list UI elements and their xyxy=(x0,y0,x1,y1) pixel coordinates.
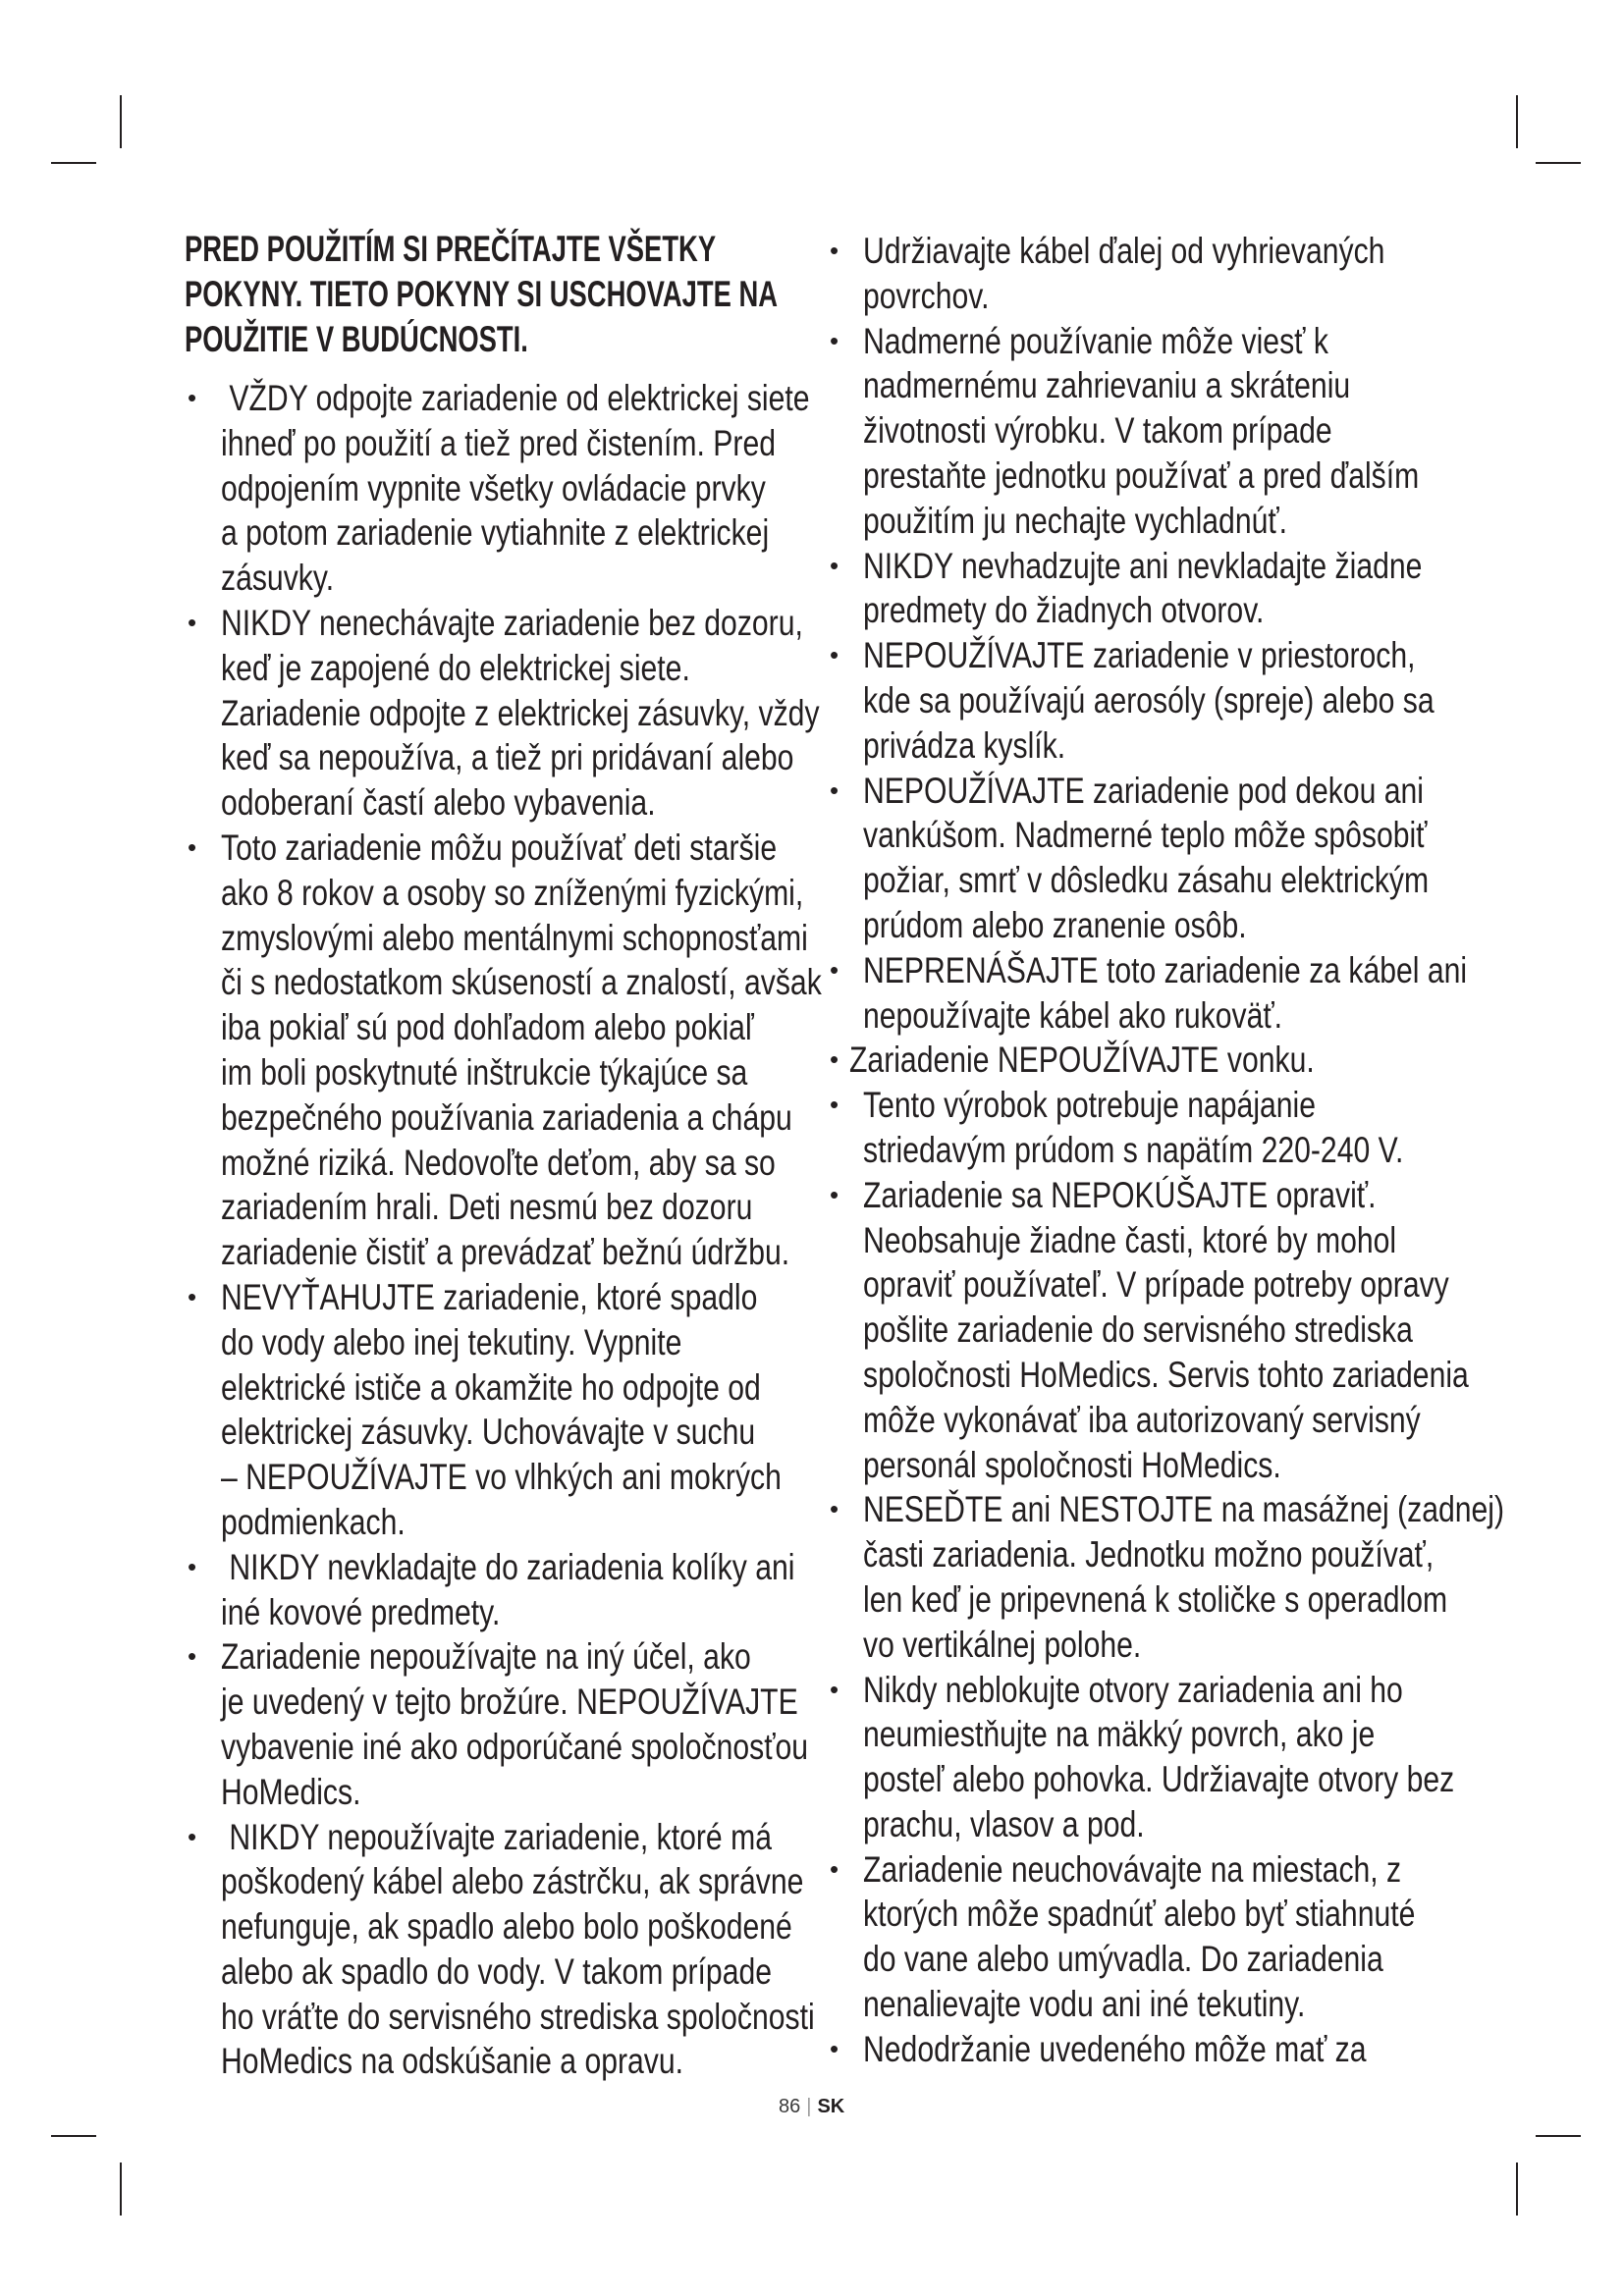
language-code: SK xyxy=(817,2096,845,2117)
bullet-text-line: NEPOUŽÍVAJTE zariadenie v priestoroch, xyxy=(863,635,1416,676)
bullet-item xyxy=(830,1038,1576,1083)
bullet-icon: • xyxy=(188,1641,197,1672)
bullet-text-line: spoločnosti HoMedics. Servis tohto zariadenia xyxy=(863,1354,1469,1395)
bullet-item xyxy=(830,1173,1576,1488)
bullet-text-line: ktorých môže spadnúť alebo byť stiahnuté xyxy=(863,1894,1416,1935)
bullet-text-line: odpojením vypnite všetky ovládacie prvky xyxy=(221,467,766,508)
bullet-item xyxy=(188,1545,875,1635)
bullet-item xyxy=(830,1847,1576,2027)
bullet-item xyxy=(830,544,1576,634)
bullet-text-line: možné riziká. Nedovoľte deťom, aby sa so xyxy=(221,1142,776,1183)
bullet-text-line: im boli poskytnuté inštrukcie týkajúce sa xyxy=(221,1051,748,1093)
heading-line: POKYNY. TIETO POKYNY SI USCHOVAJTE NA xyxy=(185,273,779,314)
bullet-icon: • xyxy=(188,383,197,412)
bullet-text-line: Nikdy neblokujte otvory zariadenia ani ho xyxy=(863,1669,1403,1710)
bullet-icon: • xyxy=(830,325,839,355)
bullet-icon: • xyxy=(830,550,839,580)
bullet-text-line: Toto zariadenie môžu používať deti staršie xyxy=(221,827,778,868)
bullet-text-line: NEVYŤAHUJTE zariadenie, ktoré spadlo xyxy=(221,1276,758,1317)
bullet-text-line: Zariadenie NEPOUŽÍVAJTE vonku. xyxy=(849,1040,1315,1081)
bullet-text-line: vybavenie iné ako odporúčané spoločnosťou xyxy=(221,1726,809,1767)
bullet-icon: • xyxy=(830,1494,839,1524)
bullet-text-line: vankúšom. Nadmerné teplo môže spôsobiť xyxy=(863,815,1428,856)
bullet-item xyxy=(188,1634,875,1814)
bullet-text-line: prúdom alebo zranenie osôb. xyxy=(863,904,1247,945)
bullet-text-line: Zariadenie neuchovávajte na miestach, z xyxy=(863,1848,1402,1890)
bullet-icon: • xyxy=(830,954,839,985)
bullet-text-line: VŽDY odpojte zariadenie od elektrickej siete xyxy=(221,378,810,418)
bullet-text-line: len keď je pripevnená k stoličke s operadlom xyxy=(863,1578,1448,1620)
bullet-item xyxy=(830,633,1576,768)
bullet-text-line: HoMedics. xyxy=(221,1771,361,1812)
bullet-text-line: iné kovové predmety. xyxy=(221,1591,501,1632)
bullet-text-line: či s nedostatkom skúseností a znalostí, avšak xyxy=(221,962,822,1003)
bullet-text-line: elektrické ističe a okamžite ho odpojte od xyxy=(221,1366,761,1408)
bullet-item xyxy=(188,1275,875,1545)
bullet-text-line: Neobsahuje žiadne časti, ktoré by mohol xyxy=(863,1219,1397,1260)
bullet-icon: • xyxy=(188,1281,197,1311)
bullet-item xyxy=(188,1815,875,2085)
bullet-text-line: HoMedics na odskúšanie a opravu. xyxy=(221,2041,684,2082)
crop-mark xyxy=(120,95,122,148)
bullet-text-line: kde sa používajú aerosóly (spreje) alebo sa xyxy=(863,679,1435,721)
bullet-text-line: vo vertikálnej polohe. xyxy=(863,1624,1142,1665)
bullet-text-line: použitím ju nechajte vychladnúť. xyxy=(863,500,1288,541)
bullet-text-line: NEPRENÁŠAJTE toto zariadenie za kábel ani xyxy=(863,949,1468,990)
bullet-item xyxy=(188,376,875,601)
bullet-text-line: môže vykonávať iba autorizovaný servisný xyxy=(863,1399,1421,1440)
bullet-text-line: prachu, vlasov a pod. xyxy=(863,1803,1145,1844)
bullet-icon: • xyxy=(830,1674,839,1704)
heading-line: POUŽITIE V BUDÚCNOSTI. xyxy=(185,318,528,359)
bullet-text-line: zariadením hrali. Deti nesmú bez dozoru xyxy=(221,1187,753,1228)
left-column-list xyxy=(188,376,875,2084)
bullet-text-line: keď sa nepoužíva, a tiež pri pridávaní alebo xyxy=(221,737,794,778)
bullet-text-line: Zariadenie sa NEPOKÚŠAJTE opraviť. xyxy=(863,1174,1377,1215)
bullet-text-line: opraviť používateľ. V prípade potreby opravy xyxy=(863,1264,1449,1306)
bullet-text-line: ho vráťte do servisného strediska spoločnosti xyxy=(221,1996,815,2037)
bullet-icon: • xyxy=(830,2033,839,2063)
bullet-item xyxy=(830,229,1576,319)
bullet-text-line: keď je zapojené do elektrickej siete. xyxy=(221,647,690,688)
bullet-text-line: podmienkach. xyxy=(221,1501,406,1542)
bullet-icon: • xyxy=(830,1179,839,1209)
bullet-text-line: ako 8 rokov a osoby so zníženými fyzickými, xyxy=(221,872,804,913)
bullet-text-line: predmety do žiadnych otvorov. xyxy=(863,590,1265,631)
bullet-icon: • xyxy=(188,1821,197,1851)
crop-mark xyxy=(1536,2135,1581,2137)
bullet-text-line: Nedodržanie uvedeného môže mať za xyxy=(863,2028,1367,2069)
bullet-text-line: nepoužívajte kábel ako rukoväť. xyxy=(863,994,1283,1036)
crop-mark xyxy=(51,162,96,164)
bullet-text-line: povrchov. xyxy=(863,275,990,316)
heading-line: PRED POUŽITÍM SI PREČÍTAJTE VŠETKY xyxy=(185,229,717,269)
bullet-text-line: je uvedený v tejto brožúre. NEPOUŽÍVAJTE xyxy=(221,1682,798,1723)
bullet-text-line: Zariadenie odpojte z elektrickej zásuvky, vždy xyxy=(221,692,820,733)
bullet-text-line: NIKDY nevkladajte do zariadenia kolíky ani xyxy=(221,1546,795,1587)
bullet-text-line: NESEĎTE ani NESTOJTE na masážnej (zadnej) xyxy=(863,1489,1505,1530)
bullet-text-line: NEPOUŽÍVAJTE zariadenie pod dekou ani xyxy=(863,770,1425,811)
bullet-text-line: NIKDY nevhadzujte ani nevkladajte žiadne xyxy=(863,545,1423,586)
bullet-text-line: iba pokiaľ sú pod dohľadom alebo pokiaľ xyxy=(221,1007,754,1048)
right-column-list xyxy=(830,229,1576,2072)
bullet-text-line: odoberaní častí alebo vybavenia. xyxy=(221,782,656,824)
bullet-icon: • xyxy=(188,831,197,862)
crop-mark xyxy=(1516,95,1518,148)
footer-separator: | xyxy=(806,2096,812,2117)
bullet-text-line: bezpečného používania zariadenia a chápu xyxy=(221,1096,792,1138)
bullet-icon: • xyxy=(830,774,839,805)
bullet-item xyxy=(830,2027,1576,2072)
bullet-text-line: neumiestňujte na mäkký povrch, ako je xyxy=(863,1714,1376,1755)
bullet-text-line: Nadmerné používanie môže viesť k xyxy=(863,320,1328,361)
crop-mark xyxy=(120,2163,122,2216)
bullet-text-line: posteľ alebo pohovka. Udržiavajte otvory bez xyxy=(863,1759,1455,1800)
bullet-icon: • xyxy=(188,607,197,637)
bullet-text-line: Udržiavajte kábel ďalej od vyhrievaných xyxy=(863,231,1385,271)
bullet-icon: • xyxy=(830,1853,839,1884)
crop-mark xyxy=(1536,162,1581,164)
bullet-text-line: Tento výrobok potrebuje napájanie xyxy=(863,1085,1317,1126)
page-number: 86 xyxy=(779,2096,801,2117)
bullet-text-line: zmyslovými alebo mentálnymi schopnosťami xyxy=(221,917,808,958)
bullet-text-line: striedavým prúdom s napätím 220-240 V. xyxy=(863,1129,1404,1170)
bullet-icon: • xyxy=(830,640,839,670)
bullet-icon: • xyxy=(188,1551,197,1581)
bullet-text-line: Zariadenie nepoužívajte na iný účel, ako xyxy=(221,1636,751,1678)
bullet-text-line: požiar, smrť v dôsledku zásahu elektrickým xyxy=(863,860,1430,901)
bullet-text-line: elektrickej zásuvky. Uchovávajte v suchu xyxy=(221,1412,756,1453)
bullet-text-line: do vody alebo inej tekutiny. Vypnite xyxy=(221,1321,682,1362)
bullet-text-line: NIKDY nepoužívajte zariadenie, ktoré má xyxy=(221,1816,772,1857)
bullet-text-line: zariadenie čistiť a prevádzať bežnú údržbu. xyxy=(221,1232,790,1273)
bullet-text-line: nefunguje, ak spadlo alebo bolo poškodené xyxy=(221,1906,792,1948)
bullet-text-line: zásuvky. xyxy=(221,558,335,599)
bullet-text-line: poškodený kábel alebo zástrčku, ak správne xyxy=(221,1861,804,1902)
bullet-text-line: prestaňte jednotku používať a pred ďalším xyxy=(863,454,1420,496)
bullet-text-line: pošlite zariadenie do servisného strediska xyxy=(863,1309,1413,1351)
bullet-item xyxy=(830,1487,1576,1667)
bullet-text-line: do vane alebo umývadla. Do zariadenia xyxy=(863,1939,1383,1980)
bullet-text-line: – NEPOUŽÍVAJTE vo vlhkých ani mokrých xyxy=(221,1457,782,1498)
bullet-text-line: a potom zariadenie vytiahnite z elektrickej xyxy=(221,512,770,554)
bullet-text-line: privádza kyslík. xyxy=(863,724,1066,766)
bullet-item xyxy=(830,948,1576,1039)
bullet-item xyxy=(830,319,1576,544)
bullet-text-line: nadmernému zahrievaniu a skráteniu xyxy=(863,365,1351,406)
bullet-icon: • xyxy=(830,1044,839,1075)
bullet-text-line: životnosti výrobku. V takom prípade xyxy=(863,410,1332,452)
bullet-text-line: NIKDY nenechávajte zariadenie bez dozoru, xyxy=(221,602,803,643)
bullet-text-line: ihneď po použití a tiež pred čistením. Pred xyxy=(221,422,776,463)
bullet-icon: • xyxy=(830,1090,839,1120)
bullet-text-line: personál spoločnosti HoMedics. xyxy=(863,1444,1281,1485)
bullet-item xyxy=(830,1083,1576,1173)
bullet-text-line: časti zariadenia. Jednotku možno používať, xyxy=(863,1534,1435,1575)
page-footer xyxy=(779,2092,844,2121)
bullet-icon: • xyxy=(830,236,839,265)
crop-mark xyxy=(51,2135,96,2137)
bullet-item xyxy=(830,1668,1576,1847)
bullet-text-line: nenalievajte vodu ani iné tekutiny. xyxy=(863,1984,1306,2025)
bullet-item xyxy=(188,826,875,1275)
bullet-text-line: alebo ak spadlo do vody. V takom prípade xyxy=(221,1950,773,1992)
crop-mark xyxy=(1516,2163,1518,2216)
bullet-item xyxy=(830,769,1576,948)
bullet-item xyxy=(188,601,875,826)
